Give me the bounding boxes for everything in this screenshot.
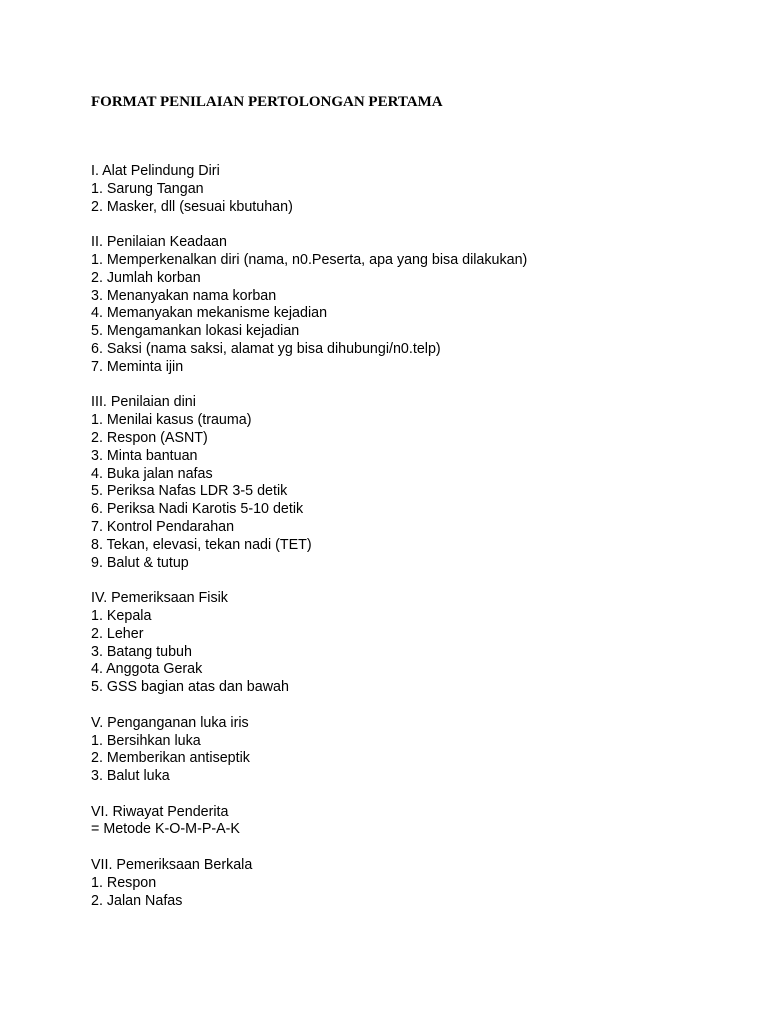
list-item: 1. Bersihkan luka: [91, 732, 201, 749]
list-item: 3. Menanyakan nama korban: [91, 287, 277, 304]
list-item: 5. Periksa Nafas LDR 3-5 detik: [91, 483, 288, 500]
list-item: 4. Memanyakan mekanisme kejadian: [91, 305, 328, 322]
section-heading: VI. Riwayat Penderita: [91, 803, 229, 820]
section-heading: I. Alat Pelindung Diri: [91, 163, 220, 179]
list-item: = Metode K-O-M-P-A-K: [91, 821, 240, 838]
section: [91, 163, 711, 216]
list-item: 7. Kontrol Pendarahan: [91, 518, 235, 535]
list-item: 2. Jalan Nafas: [91, 892, 183, 909]
list-item: 1. Menilai kasus (trauma): [91, 412, 252, 429]
list-item: 2. Leher: [91, 625, 144, 642]
section-heading: V. Penganganan luka iris: [91, 714, 249, 731]
list-item: 5. Mengamankan lokasi kejadian: [91, 323, 300, 340]
list-item: 8. Tekan, elevasi, tekan nadi (TET): [91, 536, 312, 553]
list-item: 2. Masker, dll (sesuai kbutuhan): [91, 198, 293, 215]
list-item: 7. Meminta ijin: [91, 358, 184, 375]
document-content: [91, 163, 711, 928]
list-item: 1. Sarung Tangan: [91, 180, 204, 197]
section: [91, 857, 711, 910]
section-heading: III. Penilaian dini: [91, 394, 196, 411]
list-item: 4. Anggota Gerak: [91, 661, 203, 678]
list-item: 3. Balut luka: [91, 768, 170, 785]
section-heading: VII. Pemeriksaan Berkala: [91, 857, 253, 874]
list-item: 9. Balut & tutup: [91, 554, 189, 571]
list-item: 4. Buka jalan nafas: [91, 465, 213, 482]
section: [91, 394, 711, 572]
list-item: 2. Jumlah korban: [91, 269, 201, 286]
list-item: 1. Memperkenalkan diri (nama, n0.Peserta, apa yang bisa dilakukan): [91, 251, 528, 268]
list-item: 6. Saksi (nama saksi, alamat yg bisa dihubungi/n0.telp): [91, 340, 441, 357]
section: [91, 590, 711, 697]
list-item: 3. Batang tubuh: [91, 643, 192, 660]
section: [91, 234, 711, 376]
list-item: 1. Kepala: [91, 607, 152, 624]
section-heading: II. Penilaian Keadaan: [91, 234, 227, 251]
section-heading: IV. Pemeriksaan Fisik: [91, 590, 228, 607]
list-item: 3. Minta bantuan: [91, 447, 198, 464]
list-item: 2. Memberikan antiseptik: [91, 750, 250, 767]
list-item: 6. Periksa Nadi Karotis 5-10 detik: [91, 501, 304, 518]
list-item: 2. Respon (ASNT): [91, 429, 208, 446]
list-item: 1. Respon: [91, 874, 157, 891]
list-item: 5. GSS bagian atas dan bawah: [91, 679, 289, 696]
section: [91, 715, 711, 786]
section: [91, 804, 711, 840]
document-title: FORMAT PENILAIAN PERTOLONGAN PERTAMA: [91, 94, 443, 110]
